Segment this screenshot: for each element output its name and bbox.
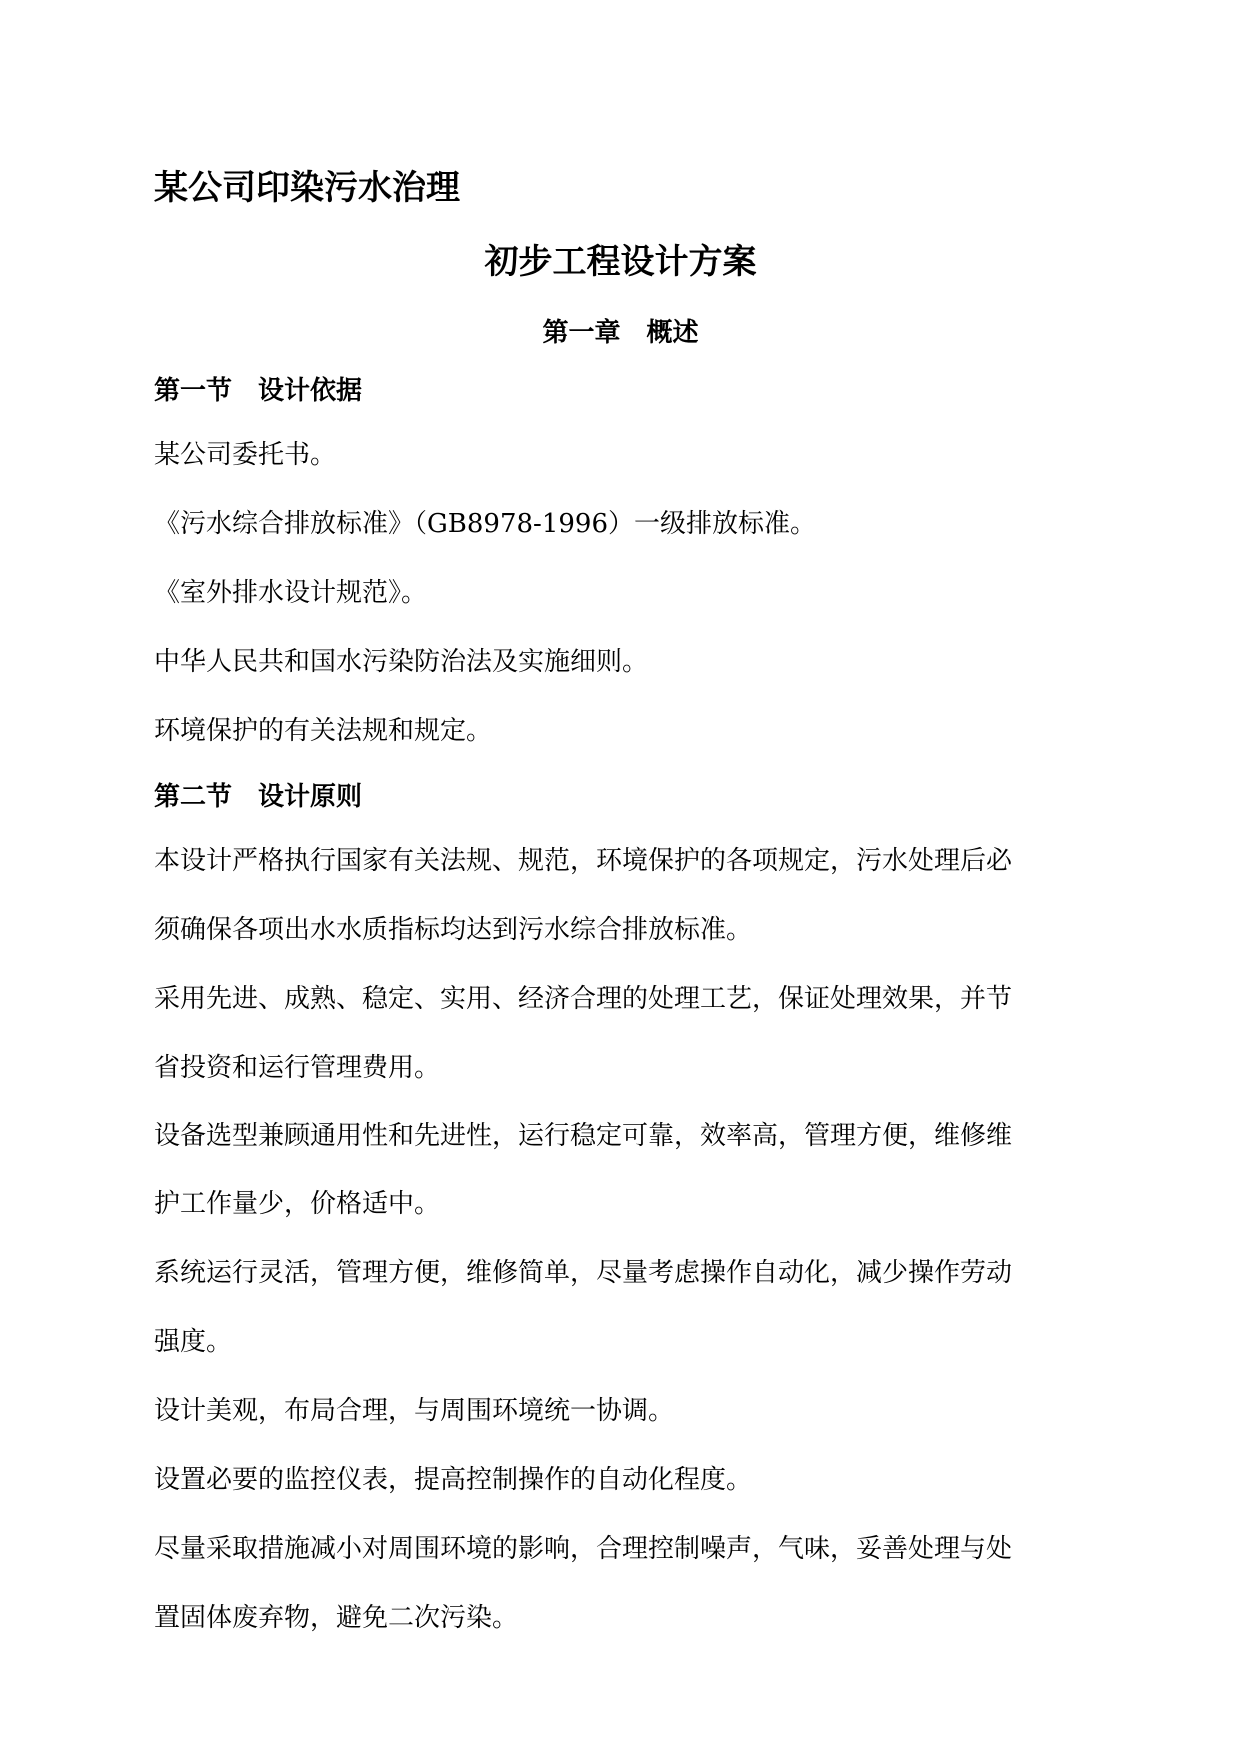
document-title: 某公司印染污水治理 <box>154 168 460 208</box>
design-basis-item: 中华人民共和国水污染防治法及实施细则。 <box>154 647 649 677</box>
design-principle-line: 强度。 <box>154 1327 233 1357</box>
design-principle-line: 尽量采取措施减小对周围环境的影响，合理控制噪声，气味，妥善处理与处 <box>154 1534 1013 1564</box>
design-principle-line: 省投资和运行管理费用。 <box>154 1053 441 1083</box>
design-principle-line: 设计美观，布局合理，与周围环境统一协调。 <box>154 1396 675 1426</box>
design-principle-line: 设置必要的监控仪表，提高控制操作的自动化程度。 <box>154 1465 753 1495</box>
document-subtitle: 初步工程设计方案 <box>484 242 757 282</box>
design-principle-line: 采用先进、成熟、稳定、实用、经济合理的处理工艺，保证处理效果，并节 <box>154 984 1013 1014</box>
section-heading-design-basis: 第一节 设计依据 <box>154 376 363 406</box>
design-principle-line: 本设计严格执行国家有关法规、规范，环境保护的各项规定，污水处理后必 <box>154 846 1013 876</box>
design-principle-line: 护工作量少，价格适中。 <box>154 1189 441 1219</box>
design-principle-line: 系统运行灵活，管理方便，维修简单，尽量考虑操作自动化，减少操作劳动 <box>154 1258 1013 1288</box>
design-principle-line: 须确保各项出水水质指标均达到污水综合排放标准。 <box>154 915 753 945</box>
design-basis-item: 《室外排水设计规范》。 <box>154 578 428 608</box>
design-basis-item: 《污水综合排放标准》（GB8978-1996）一级排放标准。 <box>154 509 816 539</box>
chapter-heading: 第一章 概述 <box>542 318 699 348</box>
design-basis-item: 某公司委托书。 <box>154 440 337 470</box>
design-principle-line: 设备选型兼顾通用性和先进性，运行稳定可靠，效率高，管理方便，维修维 <box>154 1121 1013 1151</box>
design-principle-line: 置固体废弃物，避免二次污染。 <box>154 1603 519 1633</box>
section-heading-design-principles: 第二节 设计原则 <box>154 782 363 812</box>
design-basis-item: 环境保护的有关法规和规定。 <box>154 716 493 746</box>
